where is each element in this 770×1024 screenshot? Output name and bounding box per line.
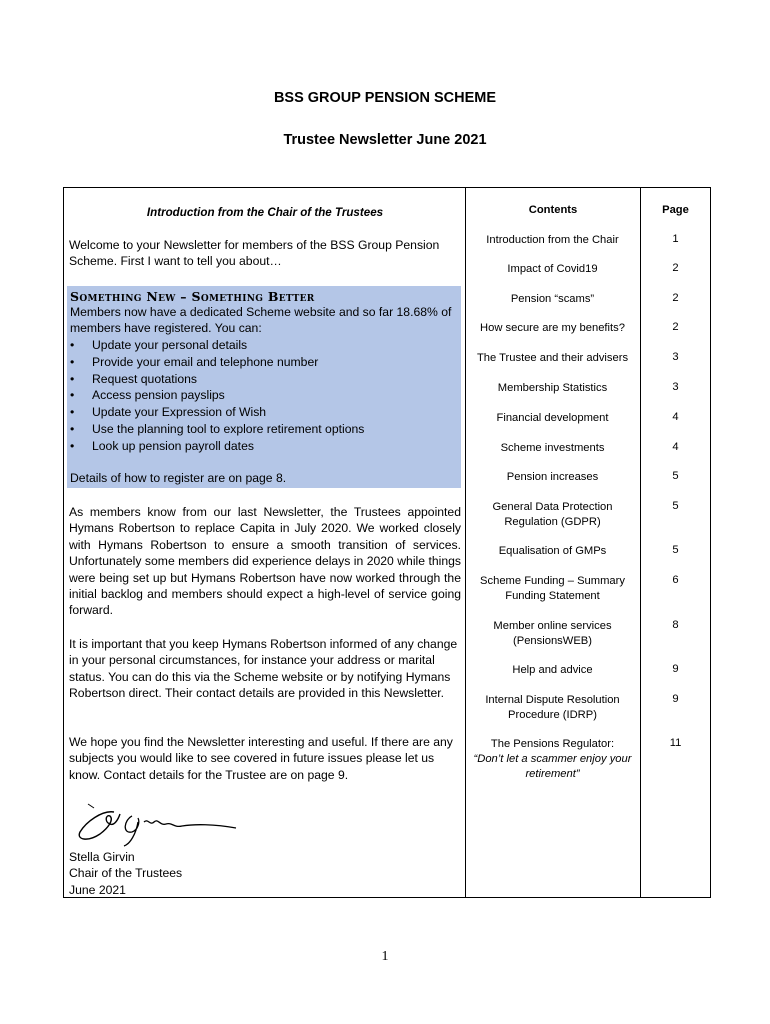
toc-item-title: The Pensions Regulator: — [490, 738, 615, 750]
toc-page: 9 — [672, 693, 679, 705]
toc-item: Help and advice — [512, 664, 593, 676]
feature-list — [70, 337, 456, 455]
closing-paragraph: We hope you find the Newsletter interesting and useful. If there are any subjects you would like to see covered in future issues please let us know. Contact details for the Trustee are on page 9. — [69, 735, 453, 782]
highlight-heading: Something New – Something Better — [70, 289, 315, 304]
toc-item: Pension increases — [506, 471, 599, 483]
toc-page: 5 — [672, 544, 679, 556]
toc-item: Financial development — [496, 412, 609, 424]
list-item: • Update your Expression of Wish — [70, 404, 456, 421]
page-heading: Page — [662, 204, 689, 216]
newsletter-title: Trustee Newsletter June 2021 — [283, 132, 487, 148]
page-number: 1 — [381, 949, 389, 964]
toc-page: 8 — [672, 619, 679, 631]
signatory-name: Stella Girvin — [69, 850, 135, 864]
toc-page: 2 — [672, 292, 679, 304]
toc-item: Member online services (PensionsWEB) — [493, 620, 612, 647]
signatory-role: Chair of the Trustees — [69, 866, 183, 881]
toc-item: Scheme Funding – Summary Funding Statement — [480, 575, 625, 602]
signoff-block — [69, 849, 182, 898]
toc-page: 11 — [669, 737, 682, 749]
list-item: • Request quotations — [70, 371, 456, 388]
hymans-paragraph: As members know from our last Newsletter, the Trustees appointed Hymans Robertson to replace Capita in July 2020. We worked closely with Hymans Robertson to ensure a smooth transition of services. Unfortunately some members did experience delays in 2020 while things were being set up but Hymans Robertson have now worked through the initial backlog and members should expect a high-level of service going forward. — [69, 505, 461, 618]
document-title: BSS GROUP PENSION SCHEME — [273, 90, 497, 106]
toc-page: 3 — [672, 351, 679, 363]
toc-item: Equalisation of GMPs — [498, 545, 607, 557]
column-divider — [465, 187, 466, 898]
toc-item: The Trustee and their advisers — [476, 352, 629, 364]
toc-item: Impact of Covid19 — [507, 263, 598, 275]
list-item: • Update your personal details — [70, 337, 456, 354]
toc-page: 6 — [672, 574, 679, 586]
toc-page: 1 — [672, 233, 679, 245]
signature-image — [74, 800, 244, 848]
list-item: • Look up pension payroll dates — [70, 438, 456, 455]
toc-item: Introduction from the Chair — [486, 234, 619, 246]
welcome-paragraph: Welcome to your Newsletter for members of the BSS Group Pension Scheme. First I want to tell you about… — [69, 238, 440, 269]
intro-heading: Introduction from the Chair of the Trustees — [146, 206, 384, 219]
toc-item: How secure are my benefits? — [480, 322, 625, 334]
toc-page: 2 — [672, 262, 679, 274]
toc-item: Membership Statistics — [497, 382, 608, 394]
list-item: • Provide your email and telephone number — [70, 354, 456, 371]
signoff-date: June 2021 — [69, 882, 126, 897]
toc-item-regulator — [470, 737, 635, 782]
register-note: Details of how to register are on page 8. — [70, 471, 287, 485]
toc-page: 3 — [672, 381, 679, 393]
toc-page: 9 — [672, 663, 679, 675]
toc-page: 5 — [672, 500, 679, 512]
highlight-box — [67, 286, 461, 488]
toc-item: General Data Protection Regulation (GDPR) — [492, 501, 613, 528]
toc-item: Scheme investments — [500, 442, 605, 454]
inform-paragraph: It is important that you keep Hymans Robertson informed of any change in your personal circumstances, for instance your address or marital status. You can do this via the Scheme website or by notifying Hymans Robertson direct. Their contact details are provided in this Newsletter. — [69, 637, 458, 701]
list-item: • Access pension payslips — [70, 387, 456, 404]
toc-page: 4 — [672, 411, 679, 423]
highlight-text: Members now have a dedicated Scheme website and so far 18.68% of members have registered. You can: — [70, 305, 452, 336]
contents-heading: Contents — [528, 204, 578, 216]
toc-item: Pension “scams” — [510, 293, 595, 305]
list-item: • Use the planning tool to explore retirement options — [70, 421, 456, 438]
toc-page: 5 — [672, 470, 679, 482]
toc-item: Internal Dispute Resolution Procedure (IDRP) — [485, 694, 620, 721]
toc-item-subtitle: “Don’t let a scammer enjoy your retirement” — [473, 753, 632, 780]
toc-page: 2 — [672, 321, 679, 333]
toc-page: 4 — [672, 441, 679, 453]
